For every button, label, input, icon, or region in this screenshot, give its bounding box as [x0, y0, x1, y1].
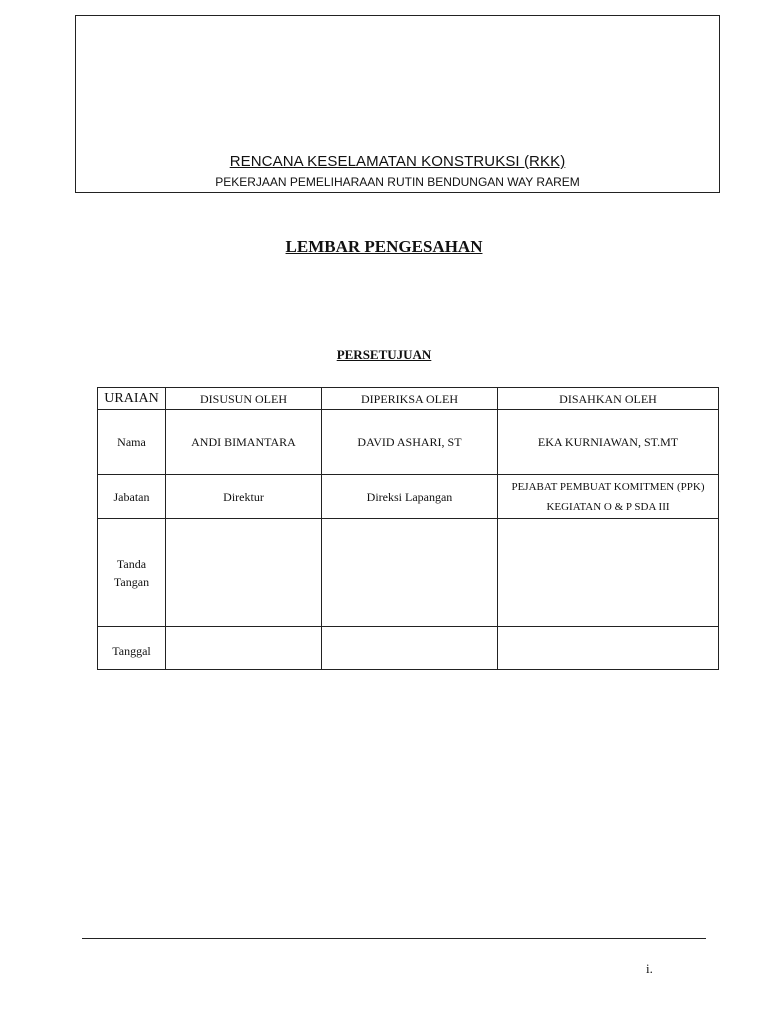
table-row-jabatan [98, 475, 719, 519]
jabatan-diperiksa-value: Direksi Lapangan [322, 475, 498, 519]
column-header-uraian: URAIAN [98, 388, 166, 410]
page-number: i. [646, 961, 653, 976]
date-diperiksa-cell [322, 627, 498, 670]
jabatan-disahkan-line2: KEGIATAN O & P SDA III [546, 500, 670, 513]
document-header-box [75, 15, 720, 193]
row-label-tanda-tangan [98, 519, 166, 627]
table-header-row [98, 388, 719, 410]
tanda-tangan-label-line1: Tanda [116, 556, 147, 571]
nama-diperiksa-value: DAVID ASHARI, ST [322, 410, 498, 475]
tanda-tangan-label-line2: Tangan [113, 574, 150, 589]
row-label-nama: Nama [98, 410, 166, 475]
footer-divider [82, 938, 706, 939]
date-disahkan-cell [498, 627, 719, 670]
row-label-tanggal: Tanggal [98, 627, 166, 670]
table-row-tanda-tangan [98, 519, 719, 627]
signature-disahkan-cell [498, 519, 719, 627]
approval-table [97, 387, 719, 670]
column-header-diperiksa: DIPERIKSA OLEH [322, 388, 498, 410]
table-row-nama [98, 410, 719, 475]
nama-disusun-value: ANDI BIMANTARA [166, 410, 322, 475]
column-header-disahkan: DISAHKAN OLEH [498, 388, 719, 410]
section-title: LEMBAR PENGESAHAN [285, 237, 483, 256]
column-header-disusun: DISUSUN OLEH [166, 388, 322, 410]
table-row-tanggal [98, 627, 719, 670]
jabatan-disusun-value: Direktur [166, 475, 322, 519]
document-subtitle: PEKERJAAN PEMELIHARAAN RUTIN BENDUNGAN WAY RAREM [215, 175, 580, 189]
row-label-jabatan: Jabatan [98, 475, 166, 519]
date-disusun-cell [166, 627, 322, 670]
jabatan-disahkan-cell [498, 475, 719, 519]
signature-disusun-cell [166, 519, 322, 627]
signature-diperiksa-cell [322, 519, 498, 627]
document-title: RENCANA KESELAMATAN KONSTRUKSI (RKK) [229, 153, 566, 170]
approval-heading: PERSETUJUAN [336, 347, 432, 362]
jabatan-disahkan-line1: PEJABAT PEMBUAT KOMITMEN (PPK) [511, 480, 705, 493]
nama-disahkan-value: EKA KURNIAWAN, ST.MT [498, 410, 719, 475]
